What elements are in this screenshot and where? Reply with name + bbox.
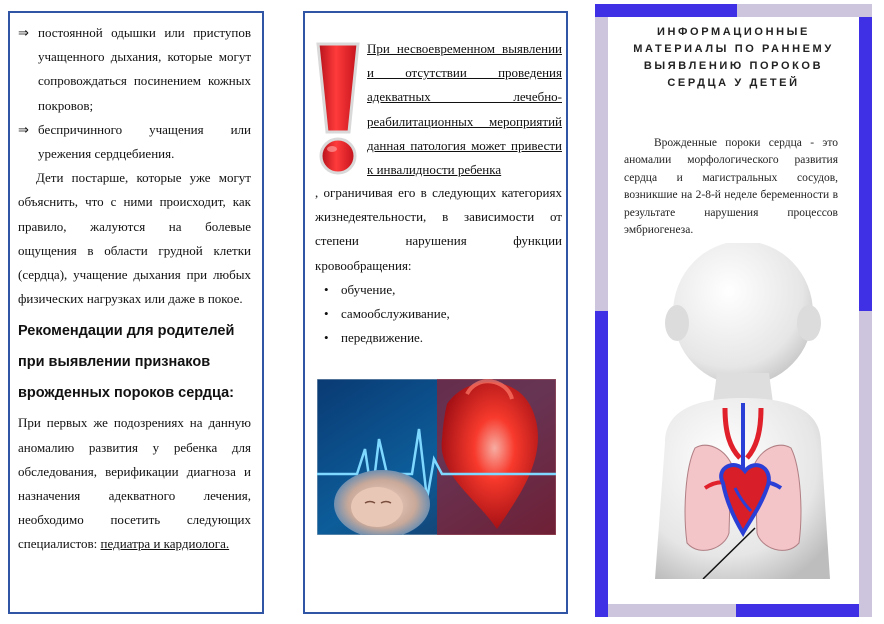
symptom-item-1: ⇒ постоянной одышки или приступов учащенного дыхания, которые могут сопровождаться посинением кожных покровов; [18,21,251,118]
specialists-text: педиатра и кардиолога. [100,536,230,552]
recommendations-heading: Рекомендации для родителей при выявлении признаков врожденных пороков сердца: [18,323,235,402]
child-heart-lungs-illustration [655,243,830,579]
middle-panel [303,11,568,614]
frame-bar [595,17,608,311]
warning-text: При несвоевременном выявлении и отсутствии проведения адекватных лечебно-реабилитационных мероприятий данная патология может привести к инвалидности ребенка [367,41,562,178]
arrow-bullet-icon: ⇒ [18,25,29,40]
frame-bar [859,311,872,617]
frame-bar [595,311,608,617]
recommendation-text: При первых же подозрениях на данную аномалию развития у ребенка для обследования, верификации диагноза и назначения адекватного лечения, необходимо посетить следующих специалистов: [18,415,251,552]
warning-continuation: , ограничивая его в следующих категориях жизнедеятельности, в зависимости от степени нарушения функции кровообращения: • обучение, • самообслуживание, • передвижение. [315,181,562,350]
symptom-item-2: ⇒ беспричинного учащения или урежения сердцебиения. [18,118,251,166]
older-children-paragraph: Дети постарше, которые уже могут объяснить, что с ними происходит, как правило, жалуются на болевые ощущения в области грудной клетки (сердца), учащение дыхания при любых физических нагрузках или даже в покое. [18,170,251,307]
left-panel-text [18,21,251,557]
left-panel [8,11,264,614]
exclamation-warning-icon [312,40,364,178]
list-item: • обучение, [341,278,562,302]
list-item: • передвижение. [341,326,562,350]
frame-bar [859,17,872,311]
definition-text: Врожденные пороки сердца - это аномалии морфологического развития сердца и магистральных сосудов, возникшие на 2-8-й неделе беременности в результате нарушения процессов эмбриогенеза. [624,137,838,237]
arrow-bullet-icon: ⇒ [18,121,29,137]
frame-bar [608,604,736,617]
frame-bar [737,4,872,17]
activity-list [315,278,562,351]
heart-ecg-baby-illustration [317,379,556,535]
frame-bar [736,604,859,617]
frame-bar [595,4,737,17]
brochure-title: ИНФОРМАЦИОННЫЕ МАТЕРИАЛЫ ПО РАННЕМУ ВЫЯВЛЕНИЮ ПОРОКОВ СЕРДЦА У ДЕТЕЙ [633,26,834,89]
list-item: • самообслуживание, [341,302,562,326]
